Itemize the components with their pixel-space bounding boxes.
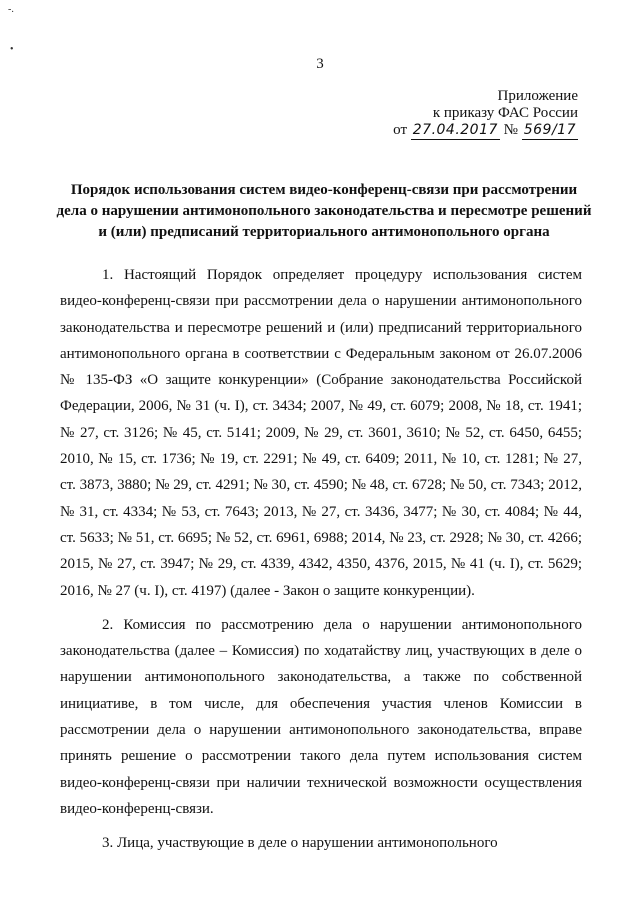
paragraph-1: 1. Настоящий Порядок определяет процедуру использования систем видео-конференц-связи при рассмотрении дела о нарушении антимонопольного законодательства и пересмотре решений и (или) предписаний территориального антимонопольного органа в соответствии с Федеральным законом от 26.07.2006 № 135-ФЗ «О защите конкуренции» (Собрание законодательства Российской Федерации, 2006, № 31 (ч. I), ст. 3434; 2007, № 49, ст. 6079; 2008, № 18, ст. 1941; № 27, ст. 3126; № 45, ст. 5141; 2009, № 29, ст. 3601, 3610; № 52, ст. 6450, 6455; 2010, № 15, ст. 1736; № 19, ст. 2291; № 49, ст. 6409; 2011, № 10, ст. 1281; № 27, ст. 3873, 3880; № 29, ст. 4291; № 30, ст. 4590; № 48, ст. 6728; № 50, ст. 7343; 2012, № 31, ст. 4334; № 53, ст. 7643; 2013, № 27, ст. 3436, 3477; № 30, ст. 4084; № 44, ст. 5633; № 51, ст. 6695; № 52, ст. 6961, 6988; 2014, № 23, ст. 2928; № 30, ст. 4266; 2015, № 27, ст. 3947; № 29, ст. 4339, 4342, 4350, 4376, 2015, № 41 (ч. I), ст. 5629; 2016, № 27 (ч. I), ст. 4197) (далее - Закон о защите конкуренции). — [60, 267, 582, 599]
from-label: от — [393, 122, 407, 138]
appendix-order-ref: к приказу ФАС России — [432, 105, 578, 121]
paragraph-3: 3. Лица, участвующие в деле о нарушении антимонопольного — [102, 835, 498, 852]
appendix-title: Приложение — [497, 88, 578, 104]
handwritten-date: 27.04.2017 — [412, 122, 498, 138]
paragraph-2: 2. Комиссия по рассмотрению дела о нарушении антимонопольного законодательства (далее – Комиссия) по ходатайству лиц, участвующих в деле о нарушении антимонопольного законодательства, а также по собственной инициативе, в том числе, для обеспечения участия членов Комиссии в рассмотрении дела о нарушении антимонопольного законодательства, вправе принять решение о рассмотрении такого дела путем использования систем видео-конференц-связи при наличии технической возможности осуществления видео-конференц-связи. — [60, 616, 582, 817]
appendix-date-number — [393, 122, 578, 140]
document-body — [60, 262, 582, 865]
page-number: 3 — [316, 56, 324, 72]
appendix-block — [393, 88, 578, 140]
number-label: № — [503, 122, 518, 138]
document-title: Порядок использования систем видео-конференц-связи при рассмотрении дела о нарушении антимонопольного законодательства и пересмотре решений и (или) предписаний территориального антимонопольного органа — [56, 182, 592, 240]
handwritten-number: 569/17 — [523, 122, 576, 138]
scan-mark: • — [10, 44, 14, 55]
scan-mark: -. — [8, 4, 14, 15]
